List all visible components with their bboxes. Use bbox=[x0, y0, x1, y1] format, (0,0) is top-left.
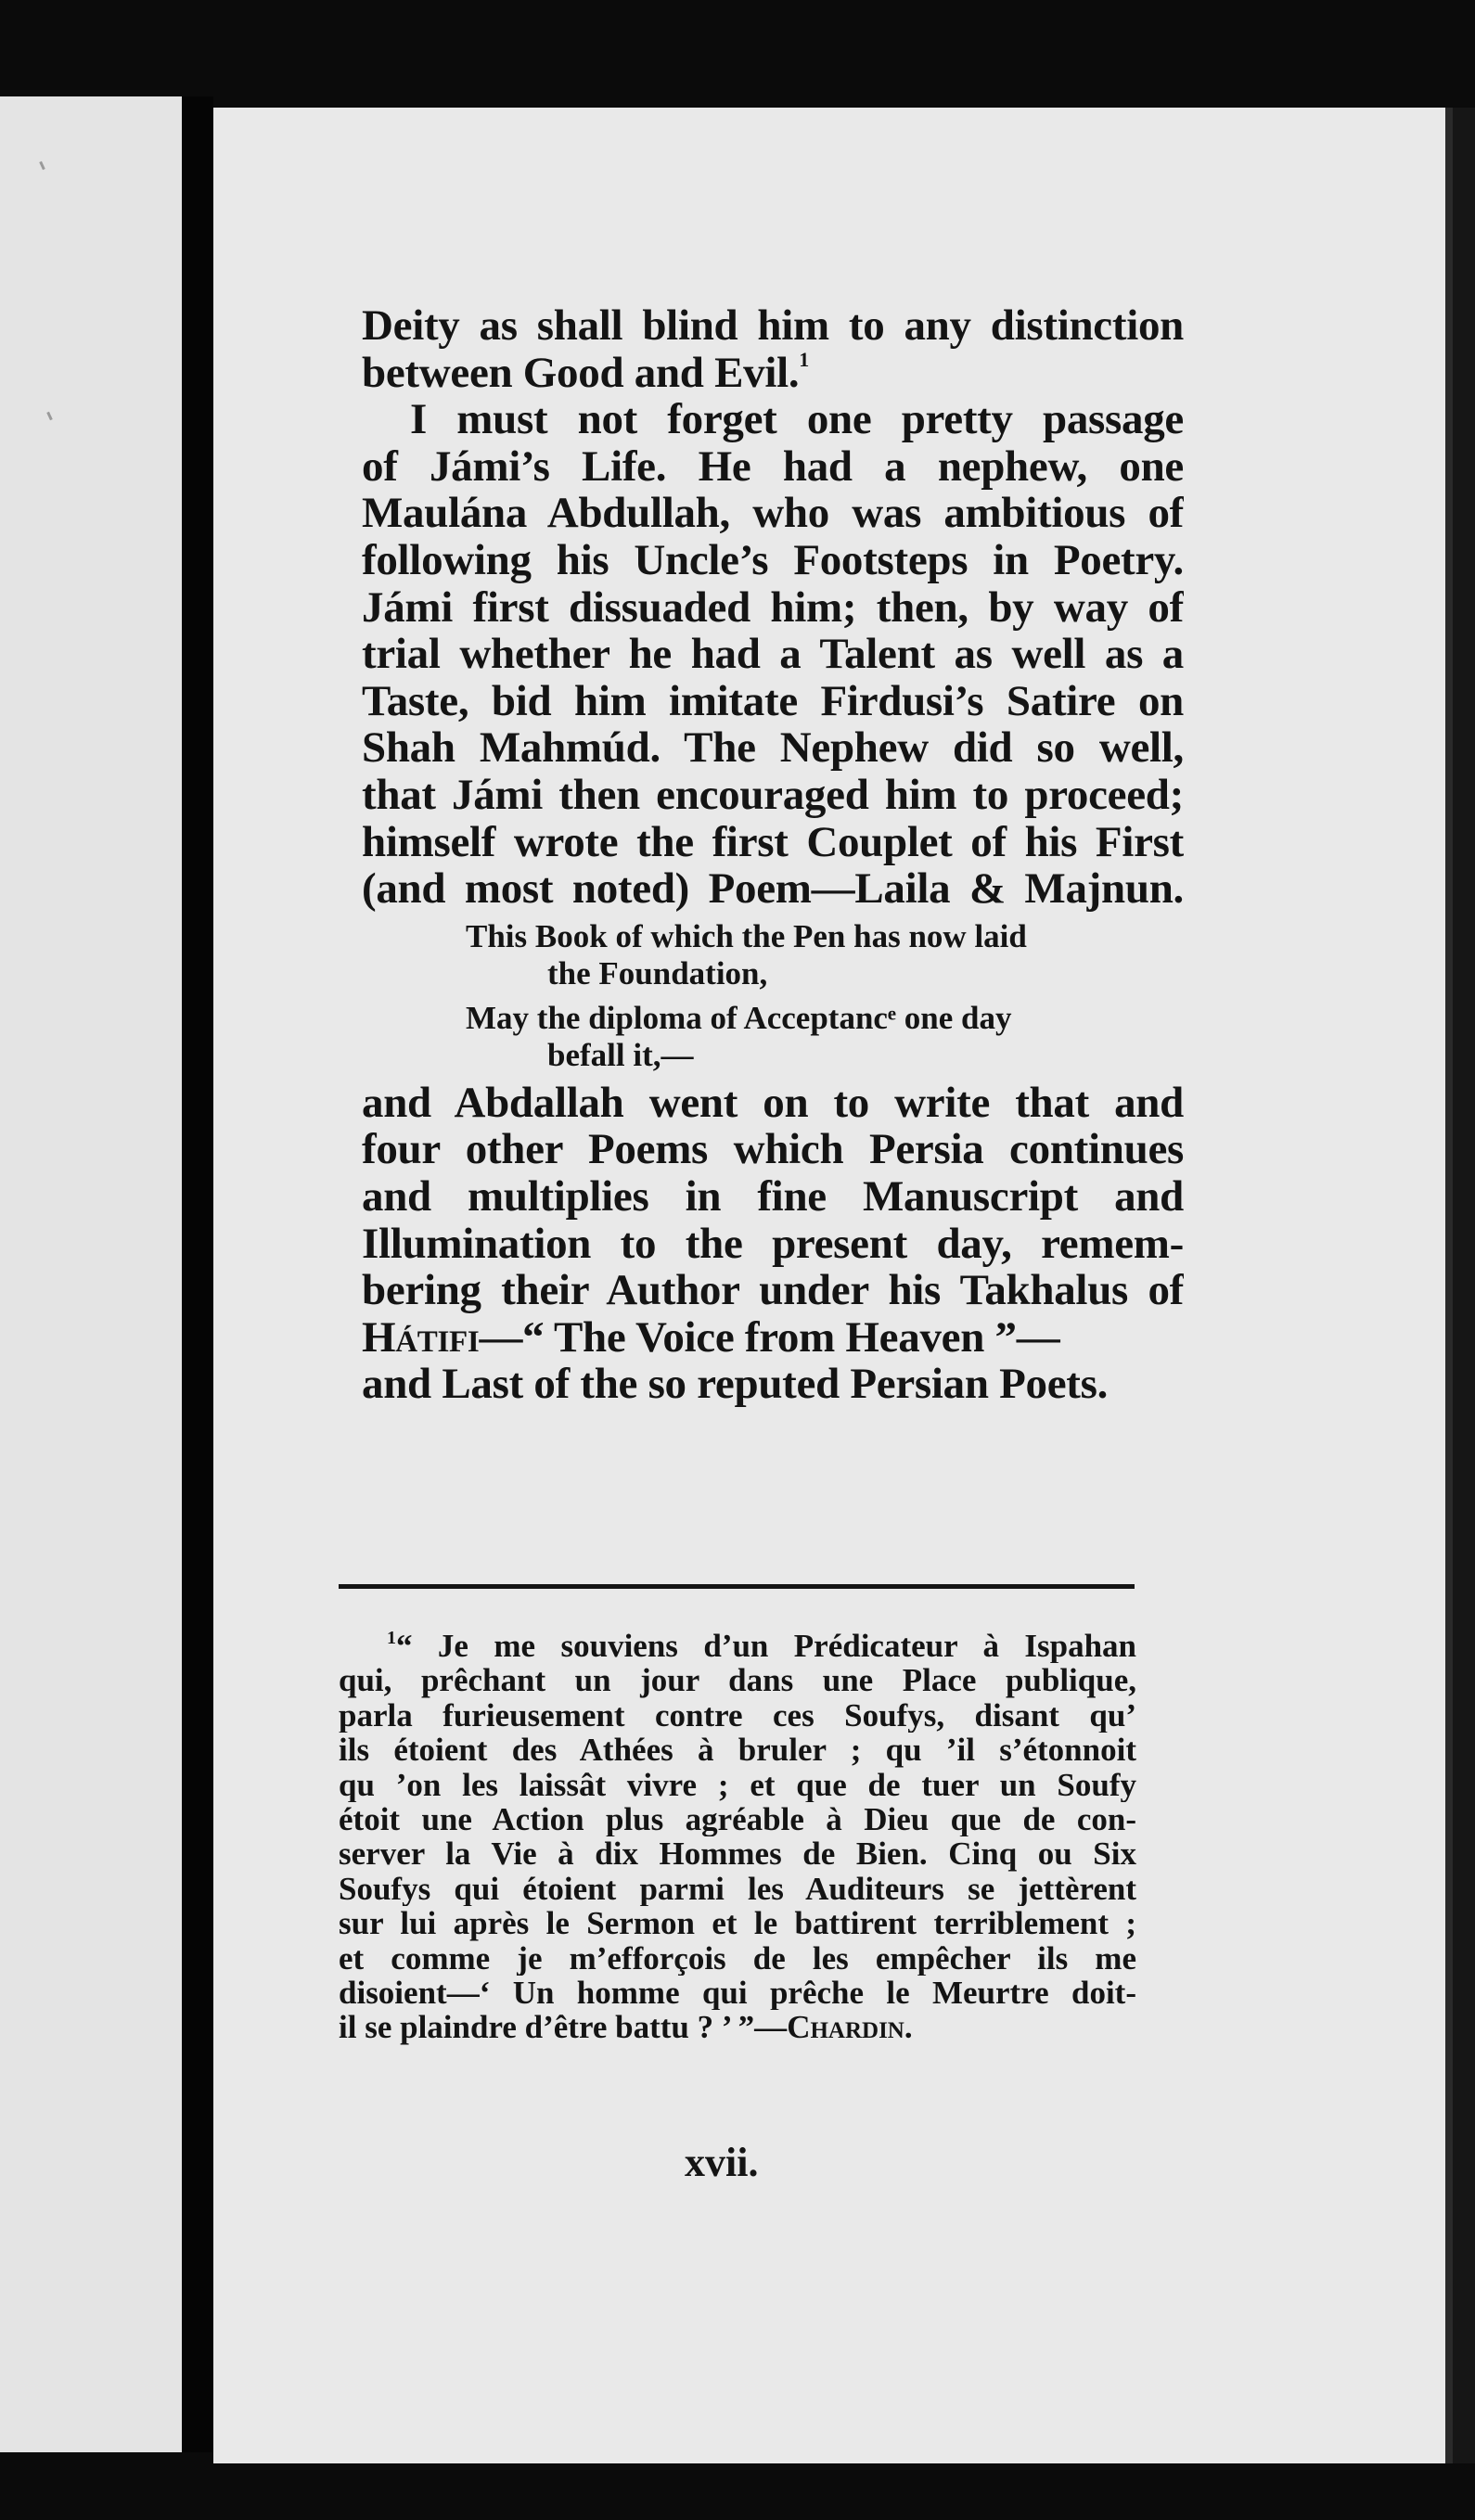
body-line: (and most noted) Poem—Laila & Majnun. bbox=[362, 865, 1184, 913]
verse-line: the Foundation, bbox=[547, 954, 768, 991]
body-line: himself wrote the first Couplet of his First bbox=[362, 818, 1184, 866]
footnote-attribution: Chardin. bbox=[787, 2010, 913, 2045]
body-line: and multiplies in fine Manuscript and bbox=[362, 1172, 1184, 1221]
body-line: four other Poems which Persia continues bbox=[362, 1126, 1184, 1173]
paper-speck bbox=[46, 412, 53, 420]
book-page bbox=[213, 108, 1453, 2463]
body-line: trial whether he had a Talent as well as a bbox=[362, 631, 1184, 678]
footnote-rule bbox=[339, 1584, 1135, 1589]
body-line: of Jámi’s Life. He had a nephew, one bbox=[362, 442, 1184, 491]
spacer bbox=[362, 992, 1392, 1000]
footnote-line: sur lui après le Sermon et le battirent terriblement ; bbox=[339, 1906, 1136, 1941]
body-line: bering their Author under his Takhalus of bbox=[362, 1267, 1184, 1314]
body-line: Deity as shall blind him to any distinction bbox=[362, 302, 1184, 350]
body-line: I must not forget one pretty passage bbox=[410, 396, 1184, 443]
footnote-line bbox=[339, 2010, 1136, 2044]
footnote bbox=[339, 1629, 1136, 2045]
facing-page bbox=[0, 96, 182, 2452]
body-line bbox=[362, 347, 1392, 397]
paper-speck bbox=[39, 161, 45, 170]
footnote-line-text: il se plaindre d’être battu ? ’ ”— bbox=[339, 2010, 788, 2045]
footnote-number: 1 bbox=[387, 1629, 396, 1648]
footnote-line: server la Vie à dix Hommes de Bien. Cinq ou Six bbox=[339, 1836, 1136, 1872]
footnote-line bbox=[339, 1629, 1136, 1663]
body-line: Maulána Abdullah, who was ambitious of bbox=[362, 490, 1184, 537]
footnote-reference: 1 bbox=[799, 347, 809, 371]
takhalus-name: Hátifi bbox=[362, 1312, 480, 1362]
body-line-text: between Good and Evil. bbox=[362, 348, 800, 397]
verse-line: May the diploma of Acceptancᵉ one day bbox=[466, 999, 1012, 1036]
footnote-line: parla furieusement contre ces Soufys, disant qu’ bbox=[339, 1697, 1136, 1733]
main-text bbox=[362, 302, 1392, 1408]
body-line-text: —“ The Voice from Heaven ”— bbox=[479, 1312, 1060, 1362]
footnote-line: disoient—‘ Un homme qui prêche le Meurtre doit- bbox=[339, 1975, 1136, 2011]
body-line: Taste, bid him imitate Firdusi’s Satire on bbox=[362, 677, 1184, 725]
footnote-line-text: “ Je me souviens d’un Prédicateur à Ispahan bbox=[396, 1629, 1136, 1664]
footnote-line: qu ’on les laissât vivre ; et que de tuer un Soufy bbox=[339, 1767, 1136, 1802]
body-line: Shah Mahmúd. The Nephew did so well, bbox=[362, 724, 1184, 772]
footnote-line: Soufys qui étoient parmi les Auditeurs se jettèrent bbox=[339, 1871, 1136, 1907]
body-line: and Abdallah went on to write that and bbox=[362, 1079, 1184, 1127]
footnote-line: étoit une Action plus agréable à Dieu que de con- bbox=[339, 1801, 1136, 1837]
body-line bbox=[362, 1314, 1392, 1362]
body-line: Jámi first dissuaded him; then, by way of bbox=[362, 583, 1184, 632]
page-number: xvii. bbox=[685, 2140, 759, 2185]
body-line: and Last of the so reputed Persian Poets. bbox=[362, 1360, 1109, 1409]
body-line: that Jámi then encouraged him to proceed; bbox=[362, 771, 1184, 819]
verse-line: befall it,— bbox=[547, 1036, 694, 1073]
page-edge-shadow bbox=[1453, 108, 1475, 2463]
footnote-line: ils étoient des Athées à bruler ; qu ’il s’étonnoit bbox=[339, 1733, 1136, 1768]
footnote-line: qui, prêchant un jour dans une Place publique, bbox=[339, 1663, 1136, 1698]
body-line: following his Uncle’s Footsteps in Poetry. bbox=[362, 536, 1184, 584]
body-line: Illumination to the present day, remem- bbox=[362, 1220, 1184, 1268]
footnote-line: et comme je m’efforçois de les empêcher ils me bbox=[339, 1940, 1136, 1976]
verse-line: This Book of which the Pen has now laid bbox=[466, 917, 1027, 954]
book-gutter bbox=[182, 96, 213, 2452]
